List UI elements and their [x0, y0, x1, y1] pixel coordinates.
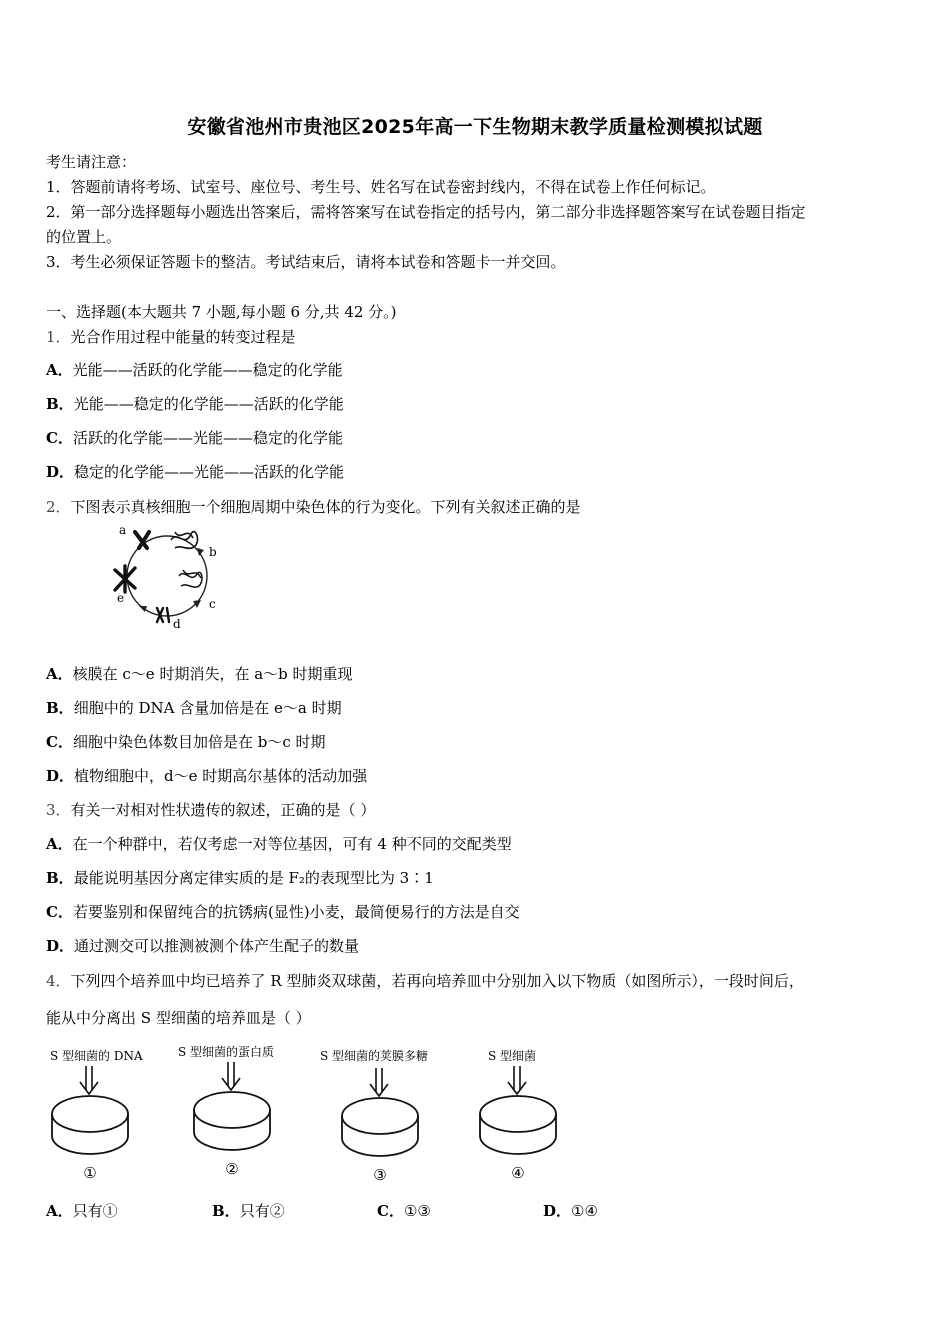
dish-4-label: S 型细菌 — [488, 1049, 537, 1063]
dish-1-label: S 型细菌的 DNA — [50, 1049, 143, 1063]
dish-2 — [186, 1060, 286, 1180]
page-title: 安徽省池州市贵池区2025年高一下生物期末教学质量检测模拟试题 — [187, 116, 763, 138]
chromosome-c — [179, 570, 202, 587]
q1-option-b[interactable]: B．光能——稳定的化学能——活跃的化学能 — [46, 395, 344, 413]
chromosome-e — [115, 566, 135, 592]
q3-option-b[interactable]: B．最能说明基因分离定律实质的是 F₂的表现型比为 3∶1 — [46, 869, 434, 887]
cell-cycle-figure — [105, 518, 230, 633]
question-1-stem: 1．光合作用过程中能量的转变过程是 — [46, 328, 296, 346]
q2-option-b[interactable]: B．细胞中的 DNA 含量加倍是在 e～a 时期 — [46, 699, 342, 717]
chromosome-d — [157, 608, 169, 622]
dish-4-number: ④ — [511, 1164, 525, 1182]
q3-option-d[interactable]: D．通过测交可以推测被测个体产生配子的数量 — [46, 937, 360, 955]
q2-option-a[interactable]: A．核膜在 c～e 时期消失，在 a～b 时期重现 — [46, 665, 353, 683]
dish-3-label: S 型细菌的荚膜多糖 — [320, 1049, 429, 1063]
arrow-head — [139, 606, 147, 612]
question-4-stem: 4．下列四个培养皿中均已培养了 R 型肺炎双球菌，若再向培养皿中分别加入以下物质（如图所示），一段时间后， — [46, 972, 804, 990]
dish-3 — [334, 1066, 434, 1186]
section-heading: 一、选择题(本大题共 7 小题,每小题 6 分,共 42 分。) — [46, 303, 397, 321]
question-number: 1． — [46, 328, 71, 346]
question-number: 4． — [46, 972, 71, 990]
down-arrow-icon — [508, 1066, 526, 1094]
question-4-stem-cont: 能从中分离出 S 型细菌的培养皿是（ ） — [46, 1009, 311, 1027]
arrow-head — [193, 600, 201, 608]
notice-heading: 考生请注意： — [46, 153, 137, 171]
question-number: 3． — [46, 801, 71, 819]
q4-option-c[interactable]: C．①③ — [377, 1202, 431, 1220]
figure-label-e: e — [117, 591, 125, 605]
notice-item-2: 2．第一部分选择题每小题选出答案后，需将答案写在试卷指定的括号内，第二部分非选择题答案写在试卷题目指定 — [46, 203, 806, 221]
q2-option-d[interactable]: D．植物细胞中，d～e 时期高尔基体的活动加强 — [46, 767, 368, 785]
down-arrow-icon — [370, 1068, 388, 1096]
dish-1-number: ① — [83, 1164, 97, 1182]
notice-item-3: 3．考生必须保证答题卡的整洁。考试结束后，请将本试卷和答题卡一并交回。 — [46, 253, 566, 271]
figure-label-b: b — [209, 545, 217, 559]
down-arrow-icon — [80, 1066, 98, 1094]
notice-item-1: 1．答题前请将考场、试室号、座位号、考生号、姓名写在试卷密封线内，不得在试卷上作任何标记。 — [46, 178, 716, 196]
figure-label-d: d — [173, 617, 181, 631]
figure-label-c: c — [209, 597, 216, 611]
dish-4 — [472, 1064, 572, 1184]
dish-1 — [44, 1064, 144, 1184]
question-number: 2． — [46, 498, 71, 516]
chromosome-a — [135, 532, 149, 548]
q2-option-c[interactable]: C．细胞中染色体数目加倍是在 b～c 时期 — [46, 733, 326, 751]
q1-option-d[interactable]: D．稳定的化学能——光能——活跃的化学能 — [46, 463, 345, 481]
dish-2-number: ② — [225, 1160, 239, 1178]
q1-option-c[interactable]: C．活跃的化学能——光能——稳定的化学能 — [46, 429, 343, 447]
dish-3-number: ③ — [373, 1166, 387, 1184]
q4-option-b[interactable]: B．只有② — [212, 1202, 285, 1220]
dish-2-label: S 型细菌的蛋白质 — [178, 1045, 275, 1059]
q4-option-d[interactable]: D．①④ — [543, 1202, 598, 1220]
question-2-stem: 2．下图表示真核细胞一个细胞周期中染色体的行为变化。下列有关叙述正确的是 — [46, 498, 581, 516]
notice-item-2-cont: 的位置上。 — [46, 228, 122, 246]
q4-option-a[interactable]: A．只有① — [46, 1202, 118, 1220]
q3-option-c[interactable]: C．若要鉴别和保留纯合的抗锈病(显性)小麦，最简便易行的方法是自交 — [46, 903, 520, 921]
q3-option-a[interactable]: A．在一个种群中，若仅考虑一对等位基因，可有 4 种不同的交配类型 — [46, 835, 512, 853]
q1-option-a[interactable]: A．光能——活跃的化学能——稳定的化学能 — [46, 361, 343, 379]
down-arrow-icon — [222, 1062, 240, 1090]
figure-label-a: a — [119, 523, 127, 537]
question-3-stem: 3．有关一对相对性状遗传的叙述，正确的是（ ） — [46, 801, 376, 819]
